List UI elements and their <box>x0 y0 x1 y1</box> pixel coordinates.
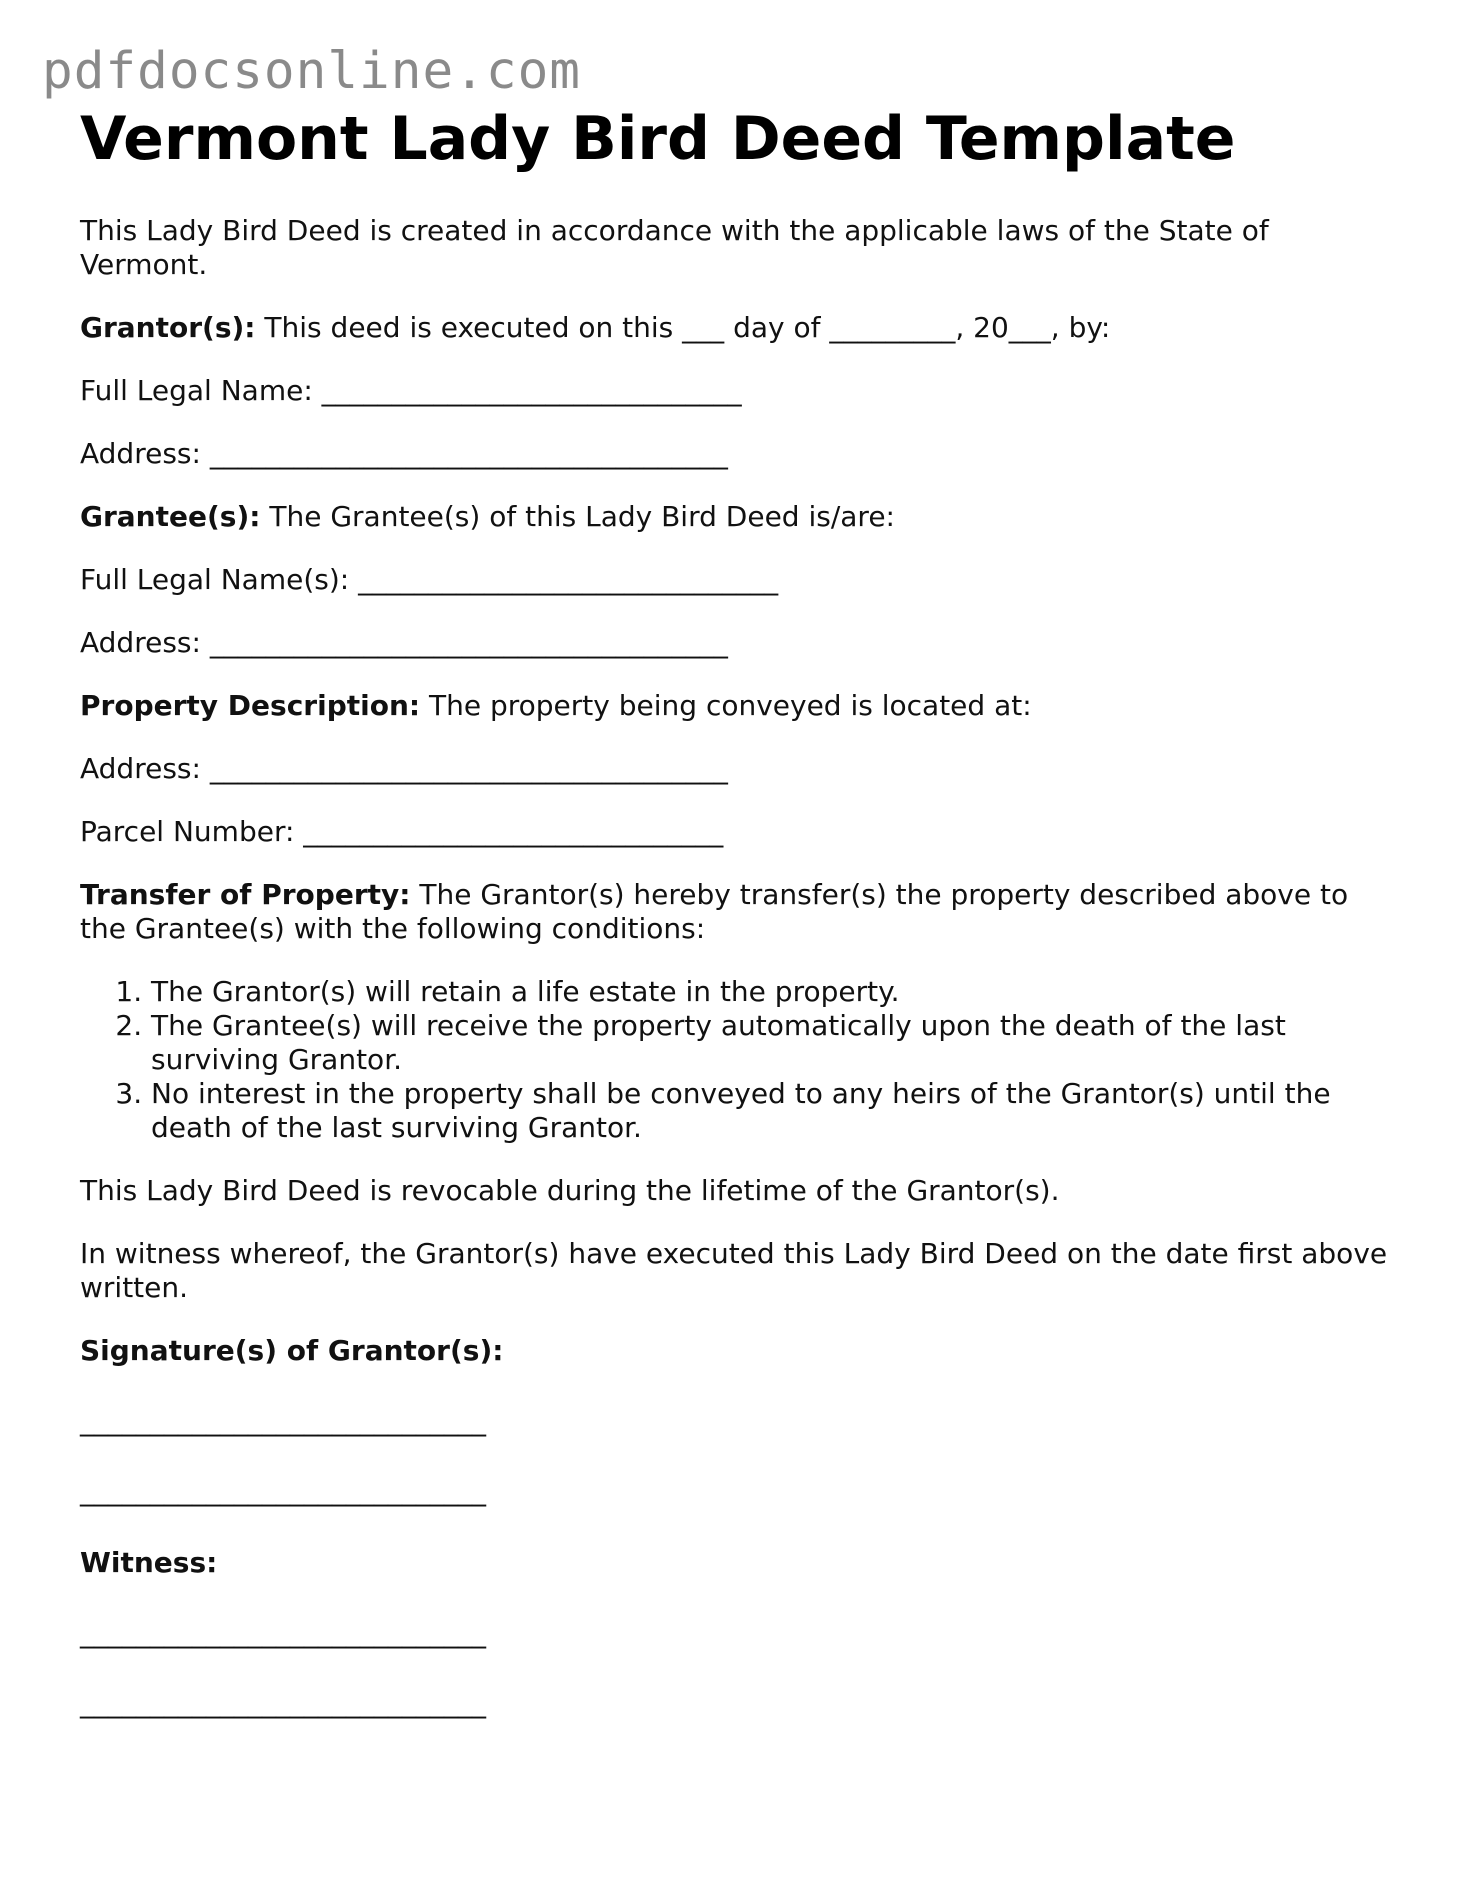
grantor-signature-line-2[interactable]: _____________________________ <box>80 1474 486 1507</box>
grantor-signatures-heading: Signature(s) of Grantor(s): <box>80 1334 504 1367</box>
transfer-paragraph <box>80 878 1400 946</box>
list-item: 1. The Grantor(s) will retain a life estate in the property. <box>151 975 1400 1009</box>
grantor-label: Grantor(s): <box>80 311 256 344</box>
document <box>80 104 1400 1720</box>
witness-heading: Witness: <box>80 1546 218 1579</box>
property-text: The property being conveyed is located at: <box>429 689 1032 722</box>
grantee-address-field[interactable]: Address: _____________________________________ <box>80 626 728 659</box>
transfer-label: Transfer of Property: <box>80 878 411 911</box>
transfer-text: The Grantor(s) hereby transfer(s) the property described above to the Grantee(s) with the following conditions: <box>80 878 1349 945</box>
revocable-paragraph: This Lady Bird Deed is revocable during the lifetime of the Grantor(s). <box>80 1174 1060 1207</box>
property-paragraph <box>80 689 1400 723</box>
witness-whereof-paragraph: In witness whereof, the Grantor(s) have executed this Lady Bird Deed on the date first above written. <box>80 1237 1388 1304</box>
grantee-label: Grantee(s): <box>80 500 261 533</box>
watermark: pdfdocsonline.com <box>42 42 581 101</box>
grantor-address-field[interactable]: Address: _____________________________________ <box>80 437 728 470</box>
grantor-name-field[interactable]: Full Legal Name: ______________________________ <box>80 374 742 407</box>
grantor-text: This deed is executed on this ___ day of _________, 20___, by: <box>264 311 1111 344</box>
list-item: 2. The Grantee(s) will receive the property automatically upon the death of the last surviving Grantor. <box>151 1009 1400 1077</box>
witness-signature-line-2[interactable]: _____________________________ <box>80 1686 486 1719</box>
witness-signature-line-1[interactable]: _____________________________ <box>80 1616 486 1649</box>
property-label: Property Description: <box>80 689 421 722</box>
grantor-signature-line-1[interactable]: _____________________________ <box>80 1404 486 1437</box>
grantee-text: The Grantee(s) of this Lady Bird Deed is/are: <box>269 500 895 533</box>
list-item: 3. No interest in the property shall be conveyed to any heirs of the Grantor(s) until the death of the last surviving Grantor. <box>151 1077 1400 1145</box>
conditions-list <box>80 975 1400 1145</box>
intro-paragraph: This Lady Bird Deed is created in accordance with the applicable laws of the State of Vermont. <box>80 214 1269 281</box>
grantee-name-field[interactable]: Full Legal Name(s): ______________________________ <box>80 563 779 596</box>
grantee-paragraph <box>80 500 1400 534</box>
page-title: Vermont Lady Bird Deed Template <box>80 104 1236 174</box>
parcel-number-field[interactable]: Parcel Number: ______________________________ <box>80 815 724 848</box>
property-address-field[interactable]: Address: _____________________________________ <box>80 752 728 785</box>
grantor-paragraph <box>80 311 1400 345</box>
